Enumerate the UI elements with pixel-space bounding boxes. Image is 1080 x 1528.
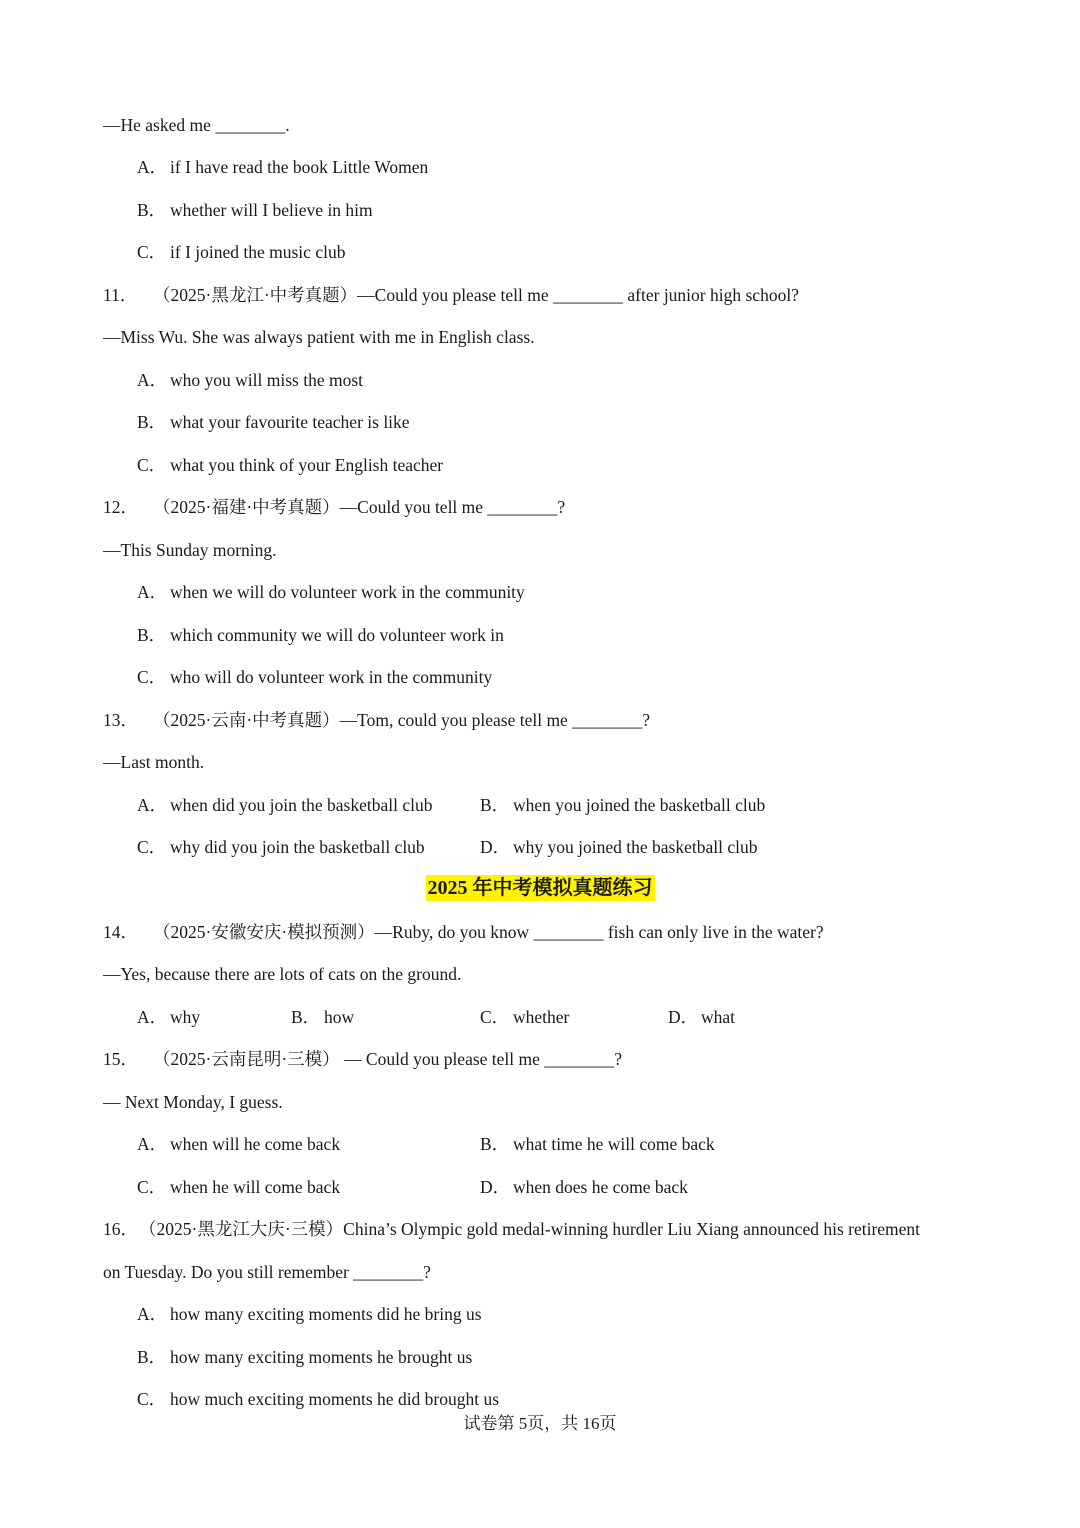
q12-answer-line: —This Sunday morning. — [103, 540, 277, 560]
q10-option-b — [137, 198, 373, 222]
question-text: （2025·黑龙江大庆·三模）China’s Olympic gold medal-winning hurdler Liu Xiang announced his retirement — [139, 1219, 921, 1239]
q11-answer-line: —Miss Wu. She was always patient with me in English class. — [103, 327, 535, 347]
option-label: A． — [137, 795, 168, 815]
option-text: if I joined the music club — [170, 242, 346, 262]
question-number: 15． — [103, 1049, 138, 1069]
q11-stem — [103, 283, 799, 307]
option-text: when will he come back — [170, 1134, 341, 1154]
q13-option-a — [137, 793, 432, 817]
q15-option-c — [137, 1175, 340, 1199]
q12-option-b — [137, 623, 504, 647]
option-text: when does he come back — [513, 1177, 688, 1197]
q13-stem — [103, 708, 650, 732]
question-number: 12． — [103, 497, 138, 517]
option-label: A． — [137, 1134, 168, 1154]
option-label: C． — [137, 1389, 167, 1409]
q15-option-a — [137, 1132, 340, 1156]
option-text: why — [170, 1007, 201, 1027]
q10-answer-line: —He asked me ________. — [103, 115, 290, 135]
q11-option-a — [137, 368, 363, 392]
option-label: C． — [480, 1007, 510, 1027]
option-label: D． — [480, 837, 511, 857]
q12-stem — [103, 495, 565, 519]
q12-option-a — [137, 580, 525, 604]
option-text: what — [701, 1007, 736, 1027]
option-text: when did you join the basketball club — [170, 795, 433, 815]
option-text: who will do volunteer work in the community — [170, 667, 493, 687]
q15-answer-line: — Next Monday, I guess. — [103, 1092, 283, 1112]
q15-option-b — [480, 1132, 715, 1156]
question-text: （2025·福建·中考真题）—Could you tell me ________? — [153, 497, 566, 517]
option-text: whether will I believe in him — [170, 200, 373, 220]
q16-stem-continued: on Tuesday. Do you still remember ________? — [103, 1262, 431, 1282]
option-label: A． — [137, 370, 168, 390]
option-label: C． — [137, 837, 167, 857]
option-text: when you joined the basketball club — [513, 795, 766, 815]
q14-option-c — [480, 1005, 569, 1029]
q14-stem — [103, 920, 824, 944]
option-text: which community we will do volunteer work in — [170, 625, 504, 645]
option-label: C． — [137, 1177, 167, 1197]
q14-answer-line: —Yes, because there are lots of cats on the ground. — [103, 964, 462, 984]
option-text: how many exciting moments did he bring us — [170, 1304, 482, 1324]
option-label: B． — [137, 625, 167, 645]
option-text: what you think of your English teacher — [170, 455, 444, 475]
option-text: what time he will come back — [513, 1134, 715, 1154]
q16-stem — [103, 1217, 920, 1241]
option-label: A． — [137, 157, 168, 177]
question-text: （2025·云南·中考真题）—Tom, could you please tell me ________? — [153, 710, 650, 730]
q13-option-b — [480, 793, 765, 817]
option-text: why did you join the basketball club — [170, 837, 425, 857]
option-label: A． — [137, 1007, 168, 1027]
question-number: 16． — [103, 1219, 138, 1239]
question-text: （2025·安徽安庆·模拟预测）—Ruby, do you know ________ fish can only live in the water? — [153, 922, 824, 942]
option-label: C． — [137, 455, 167, 475]
option-label: B． — [137, 412, 167, 432]
option-label: A． — [137, 582, 168, 602]
question-number: 11． — [103, 285, 138, 305]
option-label: C． — [137, 667, 167, 687]
question-text: （2025·黑龙江·中考真题）—Could you please tell me ________ after junior high school? — [153, 285, 799, 305]
option-text: if I have read the book Little Women — [170, 157, 429, 177]
q13-option-c — [137, 835, 425, 859]
q15-option-d — [480, 1175, 688, 1199]
q13-option-d — [480, 835, 757, 859]
page-footer: 试卷第 5页，共 16页 — [463, 1414, 617, 1433]
q11-option-b — [137, 410, 410, 434]
option-label: D． — [480, 1177, 511, 1197]
option-label: C． — [137, 242, 167, 262]
q15-stem — [103, 1047, 622, 1071]
q14-option-a — [137, 1005, 200, 1029]
option-label: B． — [137, 1347, 167, 1367]
option-label: D． — [668, 1007, 699, 1027]
section-heading-text: 2025 年中考模拟真题练习 — [427, 877, 653, 899]
question-number: 13． — [103, 710, 138, 730]
option-text: how — [324, 1007, 355, 1027]
option-text: who you will miss the most — [170, 370, 363, 390]
q16-option-c — [137, 1387, 499, 1411]
q16-option-a — [137, 1302, 482, 1326]
q10-option-a — [137, 155, 428, 179]
q12-option-c — [137, 665, 492, 689]
option-label: A． — [137, 1304, 168, 1324]
q16-option-b — [137, 1345, 472, 1369]
q14-option-b — [291, 1005, 354, 1029]
option-label: B． — [480, 795, 510, 815]
question-text: （2025·云南昆明·三模） — Could you please tell me ________? — [153, 1049, 623, 1069]
option-label: B． — [480, 1134, 510, 1154]
question-number: 14． — [103, 922, 138, 942]
option-text: when he will come back — [170, 1177, 341, 1197]
q14-option-d — [668, 1005, 735, 1029]
option-text: how many exciting moments he brought us — [170, 1347, 473, 1367]
option-label: B． — [137, 200, 167, 220]
q10-option-c — [137, 240, 345, 264]
q11-option-c — [137, 453, 443, 477]
section-heading — [0, 876, 1080, 900]
option-text: why you joined the basketball club — [513, 837, 758, 857]
option-text: whether — [513, 1007, 570, 1027]
option-text: what your favourite teacher is like — [170, 412, 410, 432]
option-label: B． — [291, 1007, 321, 1027]
option-text: how much exciting moments he did brought us — [170, 1389, 500, 1409]
option-text: when we will do volunteer work in the community — [170, 582, 525, 602]
q13-answer-line: —Last month. — [103, 752, 205, 772]
